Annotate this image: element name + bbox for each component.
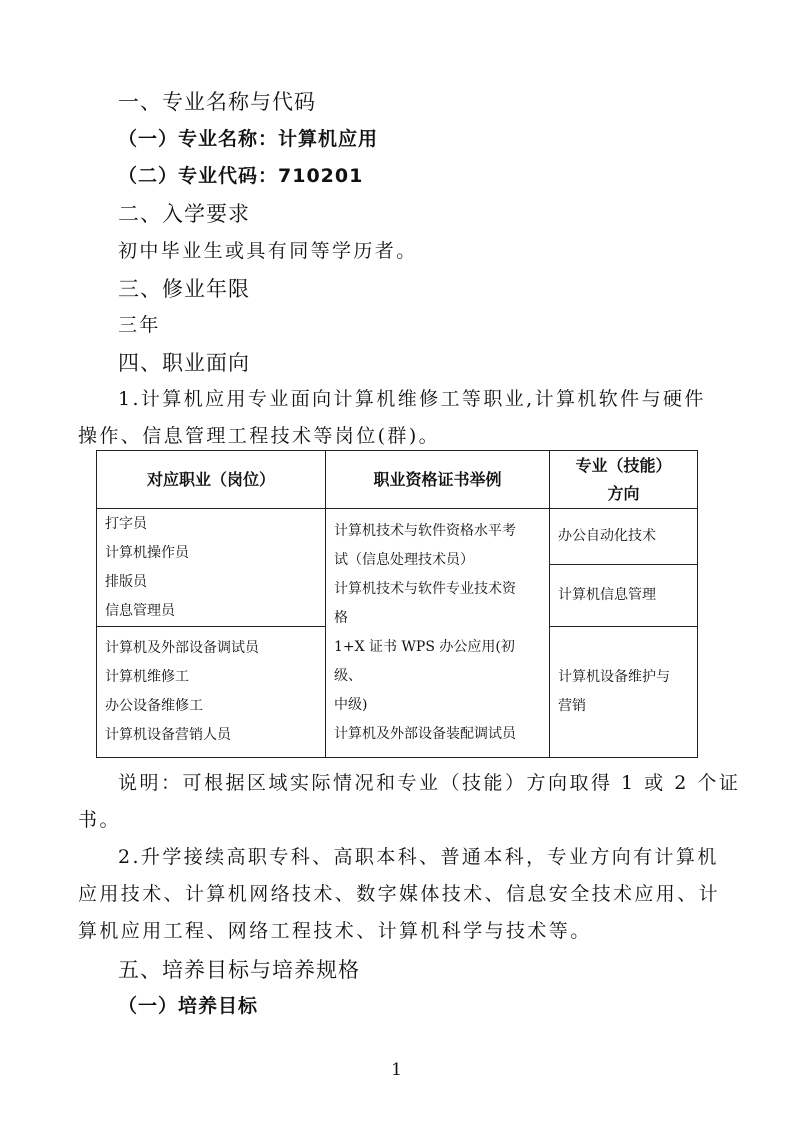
certificate-line: 计算机技术与软件专业技术资 [334, 581, 516, 597]
training-goal-heading: （一）培养目标 [118, 995, 259, 1017]
header-occupation: 对应职业（岗位） [97, 451, 326, 509]
direction-equipment-maintenance [550, 627, 698, 758]
jobs-group1-cell [97, 509, 326, 627]
job-item: 计算机操作员 [105, 544, 189, 561]
section5-title: 五、培养目标与培养规格 [118, 958, 360, 982]
job-item: 计算机维修工 [105, 669, 189, 685]
section3-title: 三、修业年限 [118, 277, 250, 301]
duration-text: 三年 [118, 314, 161, 336]
certificate-line: 1+X 证书 WPS 办公应用(初级、 [334, 639, 515, 684]
certificate-line: 计算机及外部设备装配调试员 [334, 726, 516, 742]
career-para2-line3: 算机应用工程、网络工程技术、计算机科学与技术等。 [78, 920, 592, 942]
direction-line: 营销 [558, 698, 586, 714]
direction-line: 计算机设备维护与 [558, 669, 670, 685]
direction-info-management: 计算机信息管理 [550, 565, 698, 627]
page-number: 1 [391, 1060, 402, 1080]
job-item: 计算机设备营销人员 [105, 727, 231, 743]
job-item: 信息管理员 [105, 602, 175, 619]
certificate-line: 中级) [334, 697, 368, 713]
table-note-line1: 说明：可根据区域实际情况和专业（技能）方向取得 1 或 2 个证 [118, 772, 741, 794]
career-para1-line2: 操作、信息管理工程技术等岗位(群)。 [78, 425, 441, 447]
major-code-line: （二）专业代码：710201 [118, 165, 364, 187]
header-direction-line2: 方向 [607, 483, 640, 503]
jobs-group2-cell [97, 627, 326, 758]
job-item: 计算机及外部设备调试员 [105, 640, 259, 656]
certificate-line: 试（信息处理技术员） [334, 552, 474, 568]
career-para2-line1: 2.升学接续高职专科、高职本科、普通本科，专业方向有计算机 [118, 846, 719, 868]
career-para1-line1: 1.计算机应用专业面向计算机维修工等职业,计算机软件与硬件 [118, 388, 706, 410]
certificate-line: 计算机技术与软件资格水平考 [334, 523, 516, 539]
certificate-line: 格 [334, 610, 348, 626]
major-name-line: （一）专业名称：计算机应用 [118, 128, 379, 150]
career-table [96, 450, 698, 758]
header-direction-line1: 专业（技能） [575, 455, 672, 475]
section2-title: 二、入学要求 [118, 202, 250, 226]
job-item: 排版员 [105, 573, 147, 590]
career-para2-line2: 应用技术、计算机网络技术、数字媒体技术、信息安全技术应用、计 [78, 883, 721, 905]
header-certificate: 职业资格证书举例 [326, 451, 550, 509]
section1-title: 一、专业名称与代码 [118, 90, 316, 114]
section4-title: 四、职业面向 [118, 351, 250, 375]
job-item: 办公设备维修工 [105, 698, 203, 714]
admission-text: 初中毕业生或具有同等学历者。 [118, 240, 418, 262]
direction-office-automation: 办公自动化技术 [550, 509, 698, 565]
table-note-line2: 书。 [78, 809, 122, 831]
certificates-cell [326, 509, 550, 758]
job-item: 打字员 [105, 515, 147, 532]
header-direction [550, 451, 698, 509]
